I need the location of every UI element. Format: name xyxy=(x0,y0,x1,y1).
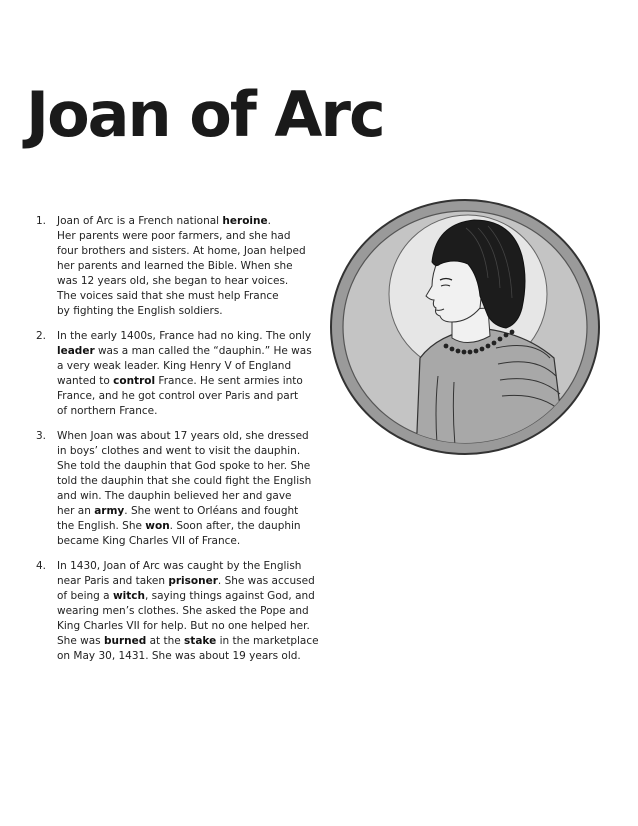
text-segment: . xyxy=(267,215,271,227)
text-segment: told the dauphin that she could fight the English xyxy=(57,475,312,487)
text-segment: wearing men’s clothes. She asked the Pope and xyxy=(57,605,309,617)
text-segment: became King Charles VII of France. xyxy=(57,535,241,547)
text-line xyxy=(57,214,306,229)
text-segment: In the early 1400s, France had no king. The only xyxy=(57,330,312,342)
text-segment: in boys’ clothes and went to visit the dauphin. xyxy=(57,445,301,457)
bold-keyword: control xyxy=(113,375,156,387)
joan-of-arc-portrait-icon xyxy=(328,198,602,456)
paragraph-text xyxy=(57,329,312,419)
bold-keyword: burned xyxy=(103,635,147,647)
text-segment: . Soon after, the dauphin xyxy=(169,520,301,532)
text-segment: the English. She xyxy=(57,520,146,532)
bold-keyword: prisoner xyxy=(168,575,218,587)
text-segment: of northern France. xyxy=(57,405,158,417)
text-line xyxy=(57,404,312,419)
paragraph-number: 3. xyxy=(36,430,47,442)
page-title: Joan of Arc xyxy=(26,78,384,151)
text-segment: France, and he got control over Paris and part xyxy=(57,390,299,402)
text-line xyxy=(57,304,306,319)
text-segment: a very weak leader. King Henry V of England xyxy=(57,360,292,372)
text-line xyxy=(57,259,306,274)
paragraph-text xyxy=(57,214,306,319)
text-segment: Her parents were poor farmers, and she had xyxy=(57,230,291,242)
text-segment: King Charles VII for help. But no one helped her. xyxy=(57,620,310,632)
bold-keyword: stake xyxy=(184,635,217,647)
text-segment: . She went to Orléans and fought xyxy=(124,505,299,517)
paragraph-item xyxy=(36,559,319,664)
text-segment: was a man called the “dauphin.” He was xyxy=(94,345,312,357)
paragraph-text xyxy=(57,559,319,664)
text-segment: at the xyxy=(146,635,185,647)
text-segment: on May 30, 1431. She was about 19 years old. xyxy=(57,650,301,662)
bold-keyword: won xyxy=(145,520,170,532)
text-line xyxy=(57,589,319,604)
text-segment: France. He sent armies into xyxy=(155,375,303,387)
text-segment: was 12 years old, she began to hear voices. xyxy=(57,275,289,287)
text-line xyxy=(57,519,311,534)
text-line xyxy=(57,229,306,244)
text-line xyxy=(57,459,311,474)
text-line xyxy=(57,559,319,574)
text-segment: She was xyxy=(57,635,104,647)
text-segment: of being a xyxy=(57,590,113,602)
text-segment: , saying things against God, and xyxy=(144,590,315,602)
text-segment: by fighting the English soldiers. xyxy=(57,305,223,317)
text-line xyxy=(57,634,319,649)
text-line xyxy=(57,504,311,519)
text-line xyxy=(57,374,312,389)
text-segment: In 1430, Joan of Arc was caught by the English xyxy=(57,560,302,572)
text-segment: four brothers and sisters. At home, Joan helped xyxy=(57,245,306,257)
bold-keyword: witch xyxy=(112,590,145,602)
paragraph-text xyxy=(57,429,311,549)
text-line xyxy=(57,489,311,504)
text-line xyxy=(57,274,306,289)
text-line xyxy=(57,444,311,459)
text-line xyxy=(57,244,306,259)
paragraph-number: 4. xyxy=(36,560,47,572)
text-segment: The voices said that she must help France xyxy=(57,290,279,302)
text-line xyxy=(57,474,311,489)
text-segment: her an xyxy=(57,505,95,517)
paragraph-item xyxy=(36,214,304,319)
bold-keyword: heroine xyxy=(222,215,268,227)
bold-keyword: leader xyxy=(57,345,95,357)
text-segment: She told the dauphin that God spoke to her. She xyxy=(57,460,311,472)
paragraph-item xyxy=(36,329,312,419)
paragraph-item xyxy=(36,429,312,549)
bold-keyword: army xyxy=(94,505,125,517)
text-segment: near Paris and taken xyxy=(57,575,169,587)
text-line xyxy=(57,429,311,444)
text-line xyxy=(57,604,319,619)
paragraph-number: 1. xyxy=(36,215,47,227)
paragraph-number: 2. xyxy=(36,330,47,342)
text-segment: . She was accused xyxy=(217,575,315,587)
text-segment: When Joan was about 17 years old, she dressed xyxy=(57,430,309,442)
text-line xyxy=(57,389,312,404)
text-segment: and win. The dauphin believed her and gave xyxy=(57,490,292,502)
text-line xyxy=(57,574,319,589)
text-line xyxy=(57,649,319,664)
text-line xyxy=(57,329,312,344)
text-line xyxy=(57,619,319,634)
text-line xyxy=(57,359,312,374)
paragraph-list xyxy=(36,214,319,674)
text-segment: Joan of Arc is a French national xyxy=(57,215,223,227)
text-segment: her parents and learned the Bible. When she xyxy=(57,260,293,272)
text-segment: in the marketplace xyxy=(216,635,319,647)
text-line xyxy=(57,289,306,304)
text-segment: wanted to xyxy=(57,375,114,387)
text-line xyxy=(57,534,311,549)
text-line xyxy=(57,344,312,359)
